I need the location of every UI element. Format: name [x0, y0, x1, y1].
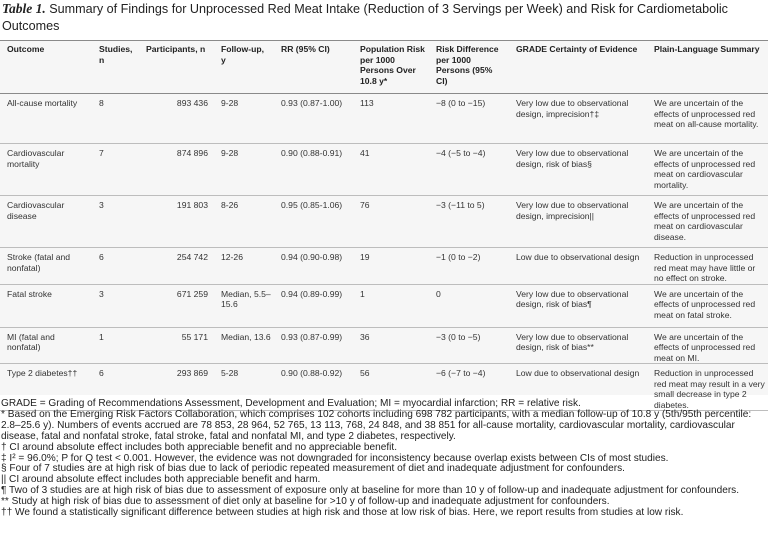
cell-participants: 893 436	[176, 98, 208, 108]
cell-rr: 0.90 (0.88-0.92)	[281, 368, 343, 378]
cell-grade: Very low due to observational design, risk of bias**	[516, 331, 629, 352]
cell-population-risk: 113	[360, 98, 374, 108]
footnote-section: § Four of 7 studies are at high risk of bias due to lack of periodic repeated measurement of diet and inadequate adjustment for confounders.	[1, 463, 625, 475]
table-row	[0, 327, 768, 364]
cell-followup: 5-28	[221, 368, 239, 378]
cell-followup: 12-26	[221, 252, 243, 262]
cell-summary: We are uncertain of the effects of unprocessed red meat on MI.	[654, 331, 756, 363]
footnote-asterisk: * Based on the Emerging Risk Factors Collaboration, which comprises 102 cohorts including 698 782 participants, with a median follow-up of 10.8 y (5th/95th percentile: 2.8–25.6 y). Numbers of events accrued are 78 853, 28 964, 52 765, 13 113, 768, 24 848, and 38 851 for all-cause mortality, cardiovascular mortality, cardiovascular disease, fatal and nonfatal stroke, fatal stroke, fatal and nonfatal MI, and type 2 diabetes, respectively.	[1, 408, 752, 442]
cell-followup: 9-28	[221, 98, 239, 108]
cell-rr: 0.94 (0.90-0.98)	[281, 252, 343, 262]
cell-outcome: All-cause mortality	[7, 98, 78, 108]
cell-summary: We are uncertain of the effects of unprocessed red meat on all-cause mortality.	[654, 98, 759, 129]
header-summary: Plain-Language Summary	[654, 44, 760, 54]
cell-participants: 55 171	[181, 331, 208, 342]
table-row	[0, 248, 768, 285]
cell-grade: Very low due to observational design, imprecision||	[516, 200, 629, 221]
cell-summary: Reduction in unprocessed red meat may have little or no effect on stroke.	[654, 252, 756, 283]
cell-population-risk: 41	[360, 148, 370, 158]
cell-risk-difference: −1 (0 to −2)	[436, 252, 481, 262]
cell-population-risk: 19	[360, 252, 370, 262]
cell-population-risk: 36	[360, 331, 370, 342]
footnote-abbreviations: GRADE = Grading of Recommendations Assessment, Development and Evaluation; MI = myocardial infarction; RR = relative risk.	[1, 398, 581, 409]
cell-grade: Very low due to observational design, risk of bias§	[516, 148, 629, 169]
cell-risk-difference: −3 (−11 to 5)	[436, 200, 485, 210]
cell-grade: Very low due to observational design, imprecision†‡	[516, 98, 629, 119]
header-risk-difference: Risk Difference per 1000 Persons (95% CI)	[436, 44, 499, 86]
cell-studies: 6	[99, 252, 104, 262]
header-followup: Follow-up, y	[221, 44, 264, 65]
cell-risk-difference: −3 (0 to −5)	[436, 331, 481, 342]
cell-followup: Median, 13.6	[221, 331, 271, 342]
cell-population-risk: 56	[360, 368, 370, 378]
header-outcome: Outcome	[7, 44, 45, 54]
header-studies: Studies, n	[99, 44, 133, 65]
cell-followup: Median, 5.5–15.6	[221, 288, 271, 309]
cell-population-risk: 1	[360, 288, 365, 299]
footnote-double-dagger-pair: †† We found a statistically significant difference between studies at high risk and those at low risk of bias. Here, we report results from studies at low risk.	[1, 507, 684, 519]
cell-risk-difference: 0	[436, 288, 441, 299]
header-row	[0, 41, 768, 94]
cell-studies: 3	[99, 200, 104, 210]
cell-participants: 293 869	[176, 368, 208, 378]
cell-rr: 0.94 (0.89-0.99)	[281, 288, 343, 299]
footnote-dagger: † CI around absolute effect includes both appreciable benefit and no appreciable benefit.	[1, 441, 397, 453]
table-title: Summary of Findings for Unprocessed Red Meat Intake (Reduction of 3 Servings per Week) and Risk for Cardiometabolic Outcomes	[2, 2, 728, 33]
header-population-risk: Population Risk per 1000 Persons Over 10.8 y*	[360, 44, 425, 86]
footnote-double-dagger: ‡ I² = 96.0%; P for Q test < 0.001. However, the evidence was not downgraded for inconsistency because overlap exists between CIs of most studies.	[1, 452, 669, 464]
cell-outcome: Stroke (fatal and nonfatal)	[7, 252, 71, 273]
cell-risk-difference: −6 (−7 to −4)	[436, 368, 486, 378]
cell-participants: 874 896	[176, 148, 208, 158]
cell-participants: 191 803	[176, 200, 208, 210]
header-rr: RR (95% CI)	[281, 44, 330, 54]
footnote-parallel: || CI around absolute effect includes both appreciable benefit and harm.	[1, 474, 321, 486]
cell-grade: Low due to observational design	[516, 252, 640, 262]
cell-followup: 8-26	[221, 200, 239, 210]
cell-followup: 9-28	[221, 148, 239, 158]
cell-summary: Reduction in unprocessed red meat may result in a very small decrease in type 2 diabetes.	[654, 368, 765, 410]
cell-summary: We are uncertain of the effects of unprocessed red meat on cardiovascular disease.	[654, 200, 756, 242]
footnote-pilcrow: ¶ Two of 3 studies are at high risk of bias due to assessment of exposure only at baseline for more than 10 y of follow-up and inadequate adjustment for confounders.	[1, 485, 740, 497]
cell-rr: 0.95 (0.85-1.06)	[281, 200, 343, 210]
cell-rr: 0.90 (0.88-0.91)	[281, 148, 343, 158]
cell-studies: 3	[99, 288, 104, 299]
cell-participants: 254 742	[176, 252, 208, 262]
cell-studies: 7	[99, 148, 104, 158]
cell-outcome: Cardiovascular disease	[7, 200, 65, 221]
cell-grade: Low due to observational design	[516, 368, 640, 378]
cell-risk-difference: −8 (0 to −15)	[436, 98, 486, 108]
cell-participants: 671 259	[176, 288, 208, 299]
cell-summary: We are uncertain of the effects of unprocessed red meat on fatal stroke.	[654, 288, 756, 320]
cell-summary: We are uncertain of the effects of unprocessed red meat on cardiovascular mortality.	[654, 148, 756, 190]
cell-studies: 6	[99, 368, 104, 378]
summary-table	[0, 40, 768, 411]
table-label: Table 1.	[2, 1, 46, 16]
cell-studies: 8	[99, 98, 104, 108]
table-footnotes	[1, 399, 767, 519]
cell-population-risk: 76	[360, 200, 370, 210]
cell-rr: 0.93 (0.87-1.00)	[281, 98, 343, 108]
cell-grade: Very low due to observational design, risk of bias¶	[516, 288, 629, 309]
cell-rr: 0.93 (0.87-0.99)	[281, 331, 343, 342]
cell-risk-difference: −4 (−5 to −4)	[436, 148, 486, 158]
cell-outcome: Type 2 diabetes††	[7, 368, 78, 378]
footnote-double-asterisk: ** Study at high risk of bias due to assessment of diet only at baseline for >10 y of follow-up and inadequate adjustment for confounders.	[1, 496, 610, 508]
cell-outcome: Cardiovascular mortality	[7, 148, 65, 169]
table-caption	[2, 0, 762, 35]
table-row	[0, 144, 768, 196]
cell-outcome: Fatal stroke	[7, 288, 52, 299]
cell-studies: 1	[99, 331, 104, 342]
table-row	[0, 284, 768, 327]
table-row	[0, 94, 768, 144]
header-participants: Participants, n	[146, 44, 206, 54]
cell-outcome: MI (fatal and nonfatal)	[7, 331, 55, 352]
table-row	[0, 196, 768, 248]
header-grade: GRADE Certainty of Evidence	[516, 44, 638, 54]
